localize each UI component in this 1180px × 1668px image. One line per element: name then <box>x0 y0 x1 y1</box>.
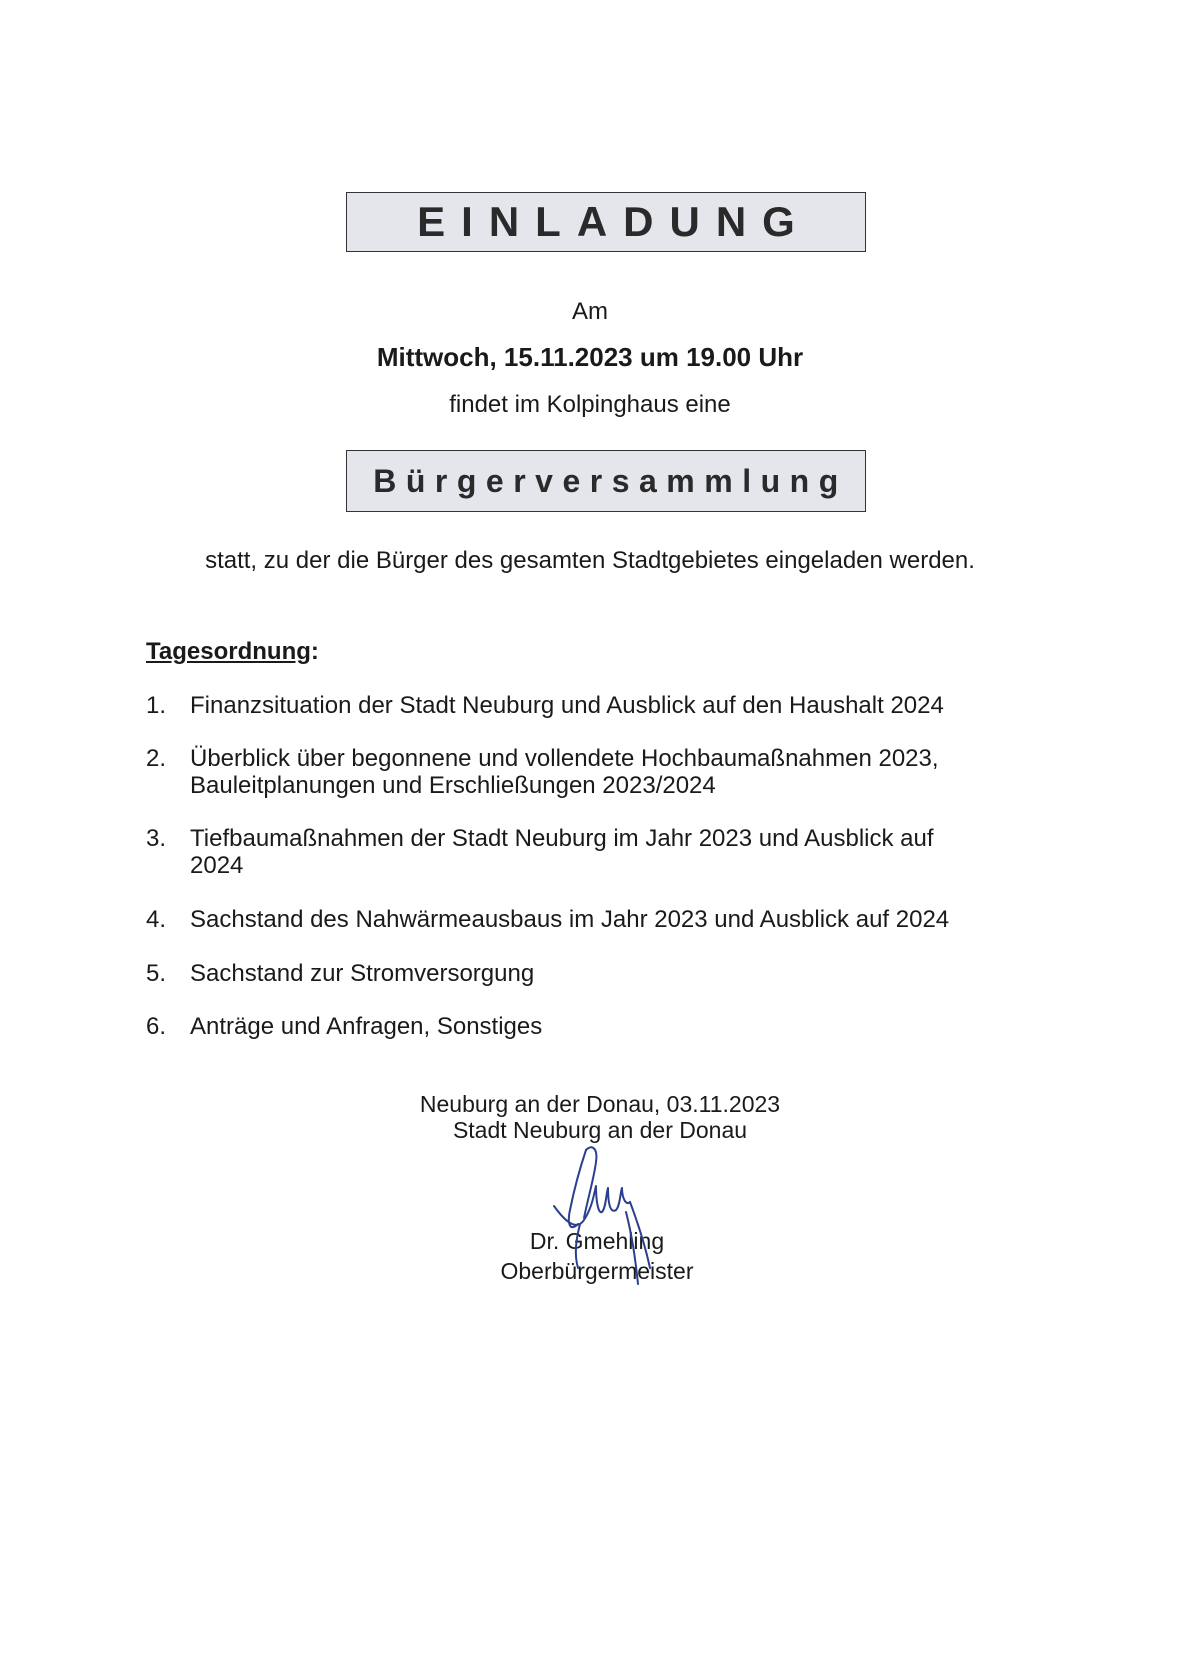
agenda-heading <box>146 638 319 666</box>
agenda-item-text: Sachstand zur Stromversorgung <box>190 960 535 987</box>
statement-line: statt, zu der die Bürger des gesamten Stadtgebietes eingeladen werden. <box>205 547 975 574</box>
handwritten-signature <box>540 1128 680 1288</box>
agenda-item-number: 6. <box>146 1013 167 1040</box>
event-name: Bürgerversammlung <box>373 462 848 499</box>
agenda-heading-label: Tagesordnung <box>146 638 311 665</box>
agenda-item <box>146 960 1046 987</box>
agenda-item <box>146 692 1046 719</box>
intro-am: Am <box>572 298 608 325</box>
agenda-item-line-2: 2024 <box>190 852 244 879</box>
agenda-item-line-1: Tiefbaumaßnahmen der Stadt Neuburg im Jahr 2023 und Ausblick auf <box>190 825 934 852</box>
agenda-item-text: Anträge und Anfragen, Sonstiges <box>190 1013 543 1040</box>
agenda-heading-colon: : <box>310 638 319 665</box>
agenda-item-line-1: Überblick über begonnene und vollendete Hochbaumaßnahmen 2023, <box>190 745 939 772</box>
agenda-item-text <box>190 745 1046 799</box>
location-line: findet im Kolpinghaus eine <box>449 391 731 418</box>
signer-role: Oberbürgermeister <box>500 1258 694 1284</box>
agenda-item-number: 4. <box>146 906 167 933</box>
agenda-item-number: 3. <box>146 825 167 852</box>
agenda-item-number: 2. <box>146 745 167 772</box>
agenda-item-number: 5. <box>146 960 167 987</box>
agenda-item-text: Finanzsituation der Stadt Neuburg und Ausblick auf den Haushalt 2024 <box>190 692 944 719</box>
title-box <box>346 192 866 252</box>
city-line: Stadt Neuburg an der Donau <box>452 1117 748 1143</box>
agenda-item-text: Sachstand des Nahwärmeausbaus im Jahr 2023 und Ausblick auf 2024 <box>190 906 950 933</box>
agenda-item <box>146 825 1046 879</box>
event-box <box>346 450 866 512</box>
place-date-line: Neuburg an der Donau, 03.11.2023 <box>419 1091 781 1117</box>
event-date-time: Mittwoch, 15.11.2023 um 19.00 Uhr <box>376 342 804 372</box>
agenda-item-text <box>190 825 1046 879</box>
page-title: EINLADUNG <box>417 198 811 245</box>
signer-name: Dr. Gmehling <box>529 1228 665 1254</box>
agenda-item-number: 1. <box>146 692 167 719</box>
agenda-item <box>146 906 1046 933</box>
agenda-item-line-2: Bauleitplanungen und Erschließungen 2023/2024 <box>190 772 716 799</box>
agenda-item <box>146 745 1046 799</box>
agenda-item <box>146 1013 1046 1040</box>
